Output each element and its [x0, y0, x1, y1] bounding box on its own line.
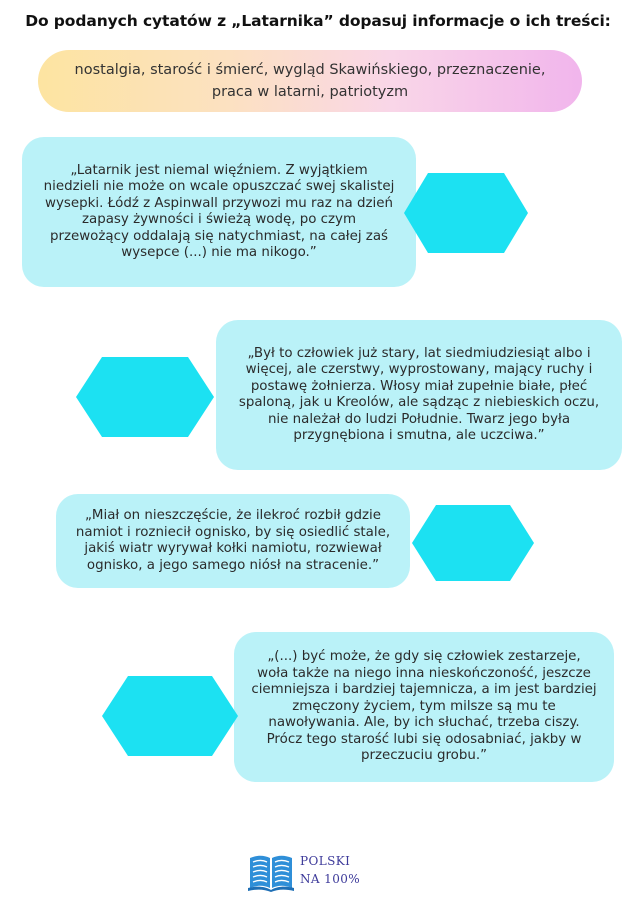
- word-bank-text: nostalgia, starość i śmierć, wygląd Skawińskiego, przeznaczenie, praca w latarni, patriotyzm: [74, 62, 546, 100]
- quote-text-2: „Był to człowiek już stary, lat siedmiudziesiąt albo i więcej, ale czerstwy, wyprostowany, mający ruchy i postawę żołnierza. Włosy miał zupełnie białe, płeć spaloną, jak u Kreolów, ale sądząc z niebieskich oczu, nie należał do ludzi Południe. Twarz jego była przygnębiona i smutna, ale uczciwa.”: [238, 345, 600, 443]
- quote-text-1: „Latarnik jest niemal więźniem. Z wyjątkiem niedzieli nie może on wcale opuszczać swej skalistej wysepki. Łódź z Aspinwall przywozi mu raz na dzień zapasy żywności i świeżą wodę, po czym przewożący oddalają się natychmiast, na całej zaś wysepce (...) nie ma nikogo.”: [43, 162, 395, 260]
- quote-bubble-4: [234, 632, 614, 782]
- polski-na-100-logo: [248, 850, 388, 894]
- answer-hexagon-2[interactable]: [76, 357, 214, 437]
- quote-bubble-1: [22, 137, 416, 287]
- answer-hexagon-4[interactable]: [102, 676, 238, 756]
- logo-line-2: NA 100%: [300, 872, 361, 886]
- quote-text-4: „(...) być może, że gdy się człowiek zestarzeje, woła także na niego inna nieskończoność, jeszcze ciemniejsza i bardziej tajemnicza, a im jest bardziej zmęczony życiem, tym milsze są mu te nawoływania. Ale, by ich słuchać, trzeba ciszy. Prócz tego starość lubi się odosabniać, jakby w przeczuciu grobu.”: [251, 649, 597, 764]
- quote-text-3: „Miał on nieszczęście, że ilekroć rozbił gdzie namiot i rozniecił ognisko, by się osiedlić stale, jakiś wiatr wyrywał kołki namiotu, rozwiewał ognisko, a jego samego niósł na stracenie.”: [75, 508, 391, 573]
- word-bank: [38, 50, 582, 112]
- logo-line-1: POLSKI: [300, 854, 351, 868]
- answer-hexagon-3[interactable]: [412, 505, 534, 581]
- quote-bubble-3: [56, 494, 410, 588]
- quote-bubble-2: [216, 320, 622, 470]
- answer-hexagon-1[interactable]: [404, 173, 528, 253]
- task-title: Do podanych cytatów z „Latarnika” dopasuj informacje o ich treści:: [25, 12, 611, 30]
- book-icon: [248, 852, 294, 896]
